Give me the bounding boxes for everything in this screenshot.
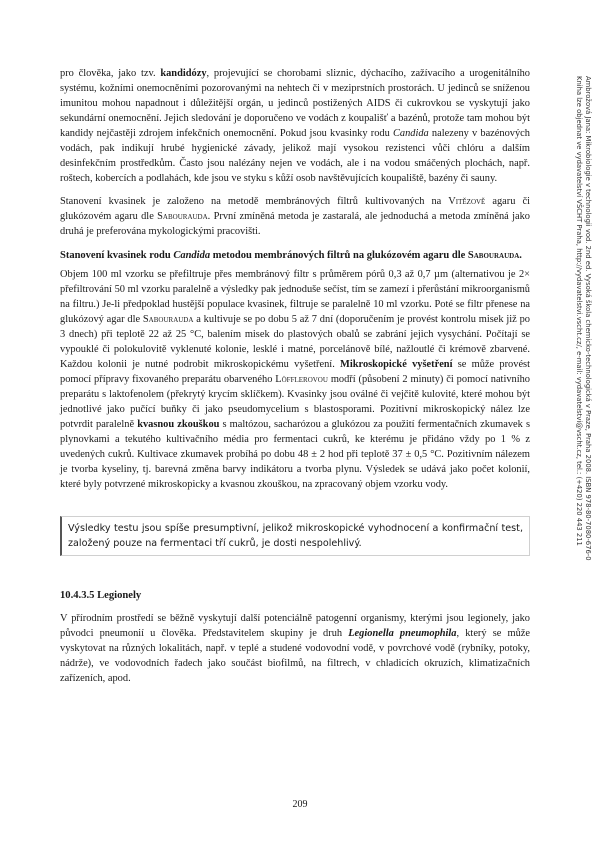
citation-line-1: Ambrožová Jana: Mikrobiologie v technologii vod. 2nd ed. Vysoká škola chemicko-technologická v Praze, Praha 2008. ISBN 978-80-7080-676-0 [584, 76, 592, 561]
citation-sidebar [574, 76, 594, 736]
name-vitez: Vitězově [448, 196, 486, 208]
term-legionella: Legionella pneumophila [348, 628, 457, 640]
paragraph-method-intro: Stanovení kvasinek je založeno na metodě membránových filtrů kultivovaných na Vitězově agaru či glukózovém agaru dle Sabourauda. První zmíněná metoda je zastaralá, ale jednoduchá a metoda zmíněná jako druhá je preferována mykologickými pracovišti. [60, 196, 530, 238]
paragraph-procedure: Objem 100 ml vzorku se přefiltruje přes membránový filtr s průměrem pórů 0,3 až 0,7 µm (alternativou je 2× přefiltrování 50 ml vzorku paralelně a výsledky pak jednoduše sečíst, tím se zamezí i přerůstání mikroorganismů na filtru.) Je-li předpoklad hustější populace kvasinek, filtruje se paralelně 10 ml vzorku. Poté se filtr přenese na glukózový agar dle Sabourauda a kultivuje se po dobu 5 až 7 dní (doporučením je provést kontrolu misek již po 3 dnech) při teplotě 22 až 25 °C, balením misek do plastových obalů se zabrání jejich vysychání. Počítají se vypouklé či polokulovitě vyklenuté kolonie, lesklé i matné, porcelánově bílé, nažloutlé či krémově zbarvené. Každou kolonii je nutné podrobit mikroskopickému vyšetření. Mikroskopické vyšetření se může provést pomocí přípravy fixovaného preparátu obarveného Löfflerovou modří (působení 2 minuty) či pomocí nativního preparátu s laktofenolem (překrytý krycím sklíčkem). Kvasinky jsou oválné či vejčitě kulovité, které mohou být jednotlivé jako pučící buňky či jako pseudomycelium s blastosporami. Pozitivní mikroskopický nález lze potvrdit paralelně kvasnou zkouškou s maltózou, sacharózou a glukózou za použití fermentačních zkumavek s plynovkami a tekutého kultivačního média pro fermentaci cukrů, ke kterému je přidáno vždy po 1 % z uvedených cukrů. Kultivace zkumavek probíhá po dobu 48 ± 2 hod při teplotě 37 ± 0,5 °C. Pozitivním nálezem je tvorba kyseliny, tj. barevná změna barvy indikátoru a tvorba plynu. Výsledek se udává jako počet kolonií, které byly potvrzené mikroskopicky a kvasnou zkouškou, na zpracovaný objem vzorku vody. [60, 268, 531, 491]
term-kvasna-zkouska: kvasnou zkouškou [137, 418, 220, 430]
note-box: Výsledky testu jsou spíše presumptivní, jelikož mikroskopické vyhodnocení a konfirmační test, založený pouze na fermentaci tří cukrů, je dosti nespolehlivý. [60, 516, 530, 556]
citation-line-2: Kniha lze objednat ve vydavatelství VŠCHT Praha, http://vydavatelstvi.vscht.cz/, e-mail: vydavatelstvi@vscht.cz, tel.: (+420) 220 443 211 [575, 76, 583, 546]
name-loffler: Löfflerovou [275, 373, 328, 385]
name-sabouraud: Sabourauda [157, 211, 208, 223]
paragraph-candidiasis: pro člověka, jako tzv. kandidózy, projevující se chorobami sliznic, dýchacího, zažívacího a urogenitálního systému, kožními onemocněními pozorovanými na nehtech či v meziprstních prostorách. U jedinců se sníženou imunitou mohou napadnout i důležitější orgán, u jedinců postižených AIDS či cukrovkou se vyskytují jako sekundární onemocnění. Jejich sledování je doporučeno ve vodách z koupališť a bazénů, protože tam mohou být kandidy nejčastěji zdrojem infekčních onemocnění. Pokud jsou kvasinky rodu Candida nalezeny v bazénových vodách, pak indikují hrubé hygienické závady, jelikož mají vysokou rezistenci vůči chlóru a dalším desinfekčním prostředkům. Často jsou nalézány nejen ve vodách, ale i na vodou smáčených plochách, např. roštech, kobercích a podlahách, kde jsou ve styku s kůží osob navštěvujících koupaliště, bazény či sauny. [60, 68, 530, 185]
main-text [60, 66, 530, 686]
term-kandidozy: kandidózy [160, 68, 207, 79]
page-number: 209 [292, 799, 308, 810]
term-candida: Candida [392, 128, 429, 140]
section-title: 10.4.3.5 Legionely [60, 590, 142, 602]
method-heading: Stanovení kvasinek rodu Candida metodou membránových filtrů na glukózovém agaru dle Sabourauda. [60, 249, 522, 261]
paragraph-legionella: V přírodním prostředí se běžně vyskytují další potenciálně patogenní organismy, kterými jsou legionely, jako původci pneumonií u člověka. Představitelem skupiny je druh Legionella pneumophila, který se může vyskytovat na různých lokalitách, např. v teplé a studené vodovodní vodě, v povrchové vodě (rybníky, potoky, nádrže), ve vodovodních řadech jako součást biofilmů, na filtrech, v chladicích okruzích, klimatizačních zařízeních, apod. [60, 613, 530, 685]
term-mikroskopicke-vysetreni: Mikroskopické vyšetření [340, 358, 453, 370]
